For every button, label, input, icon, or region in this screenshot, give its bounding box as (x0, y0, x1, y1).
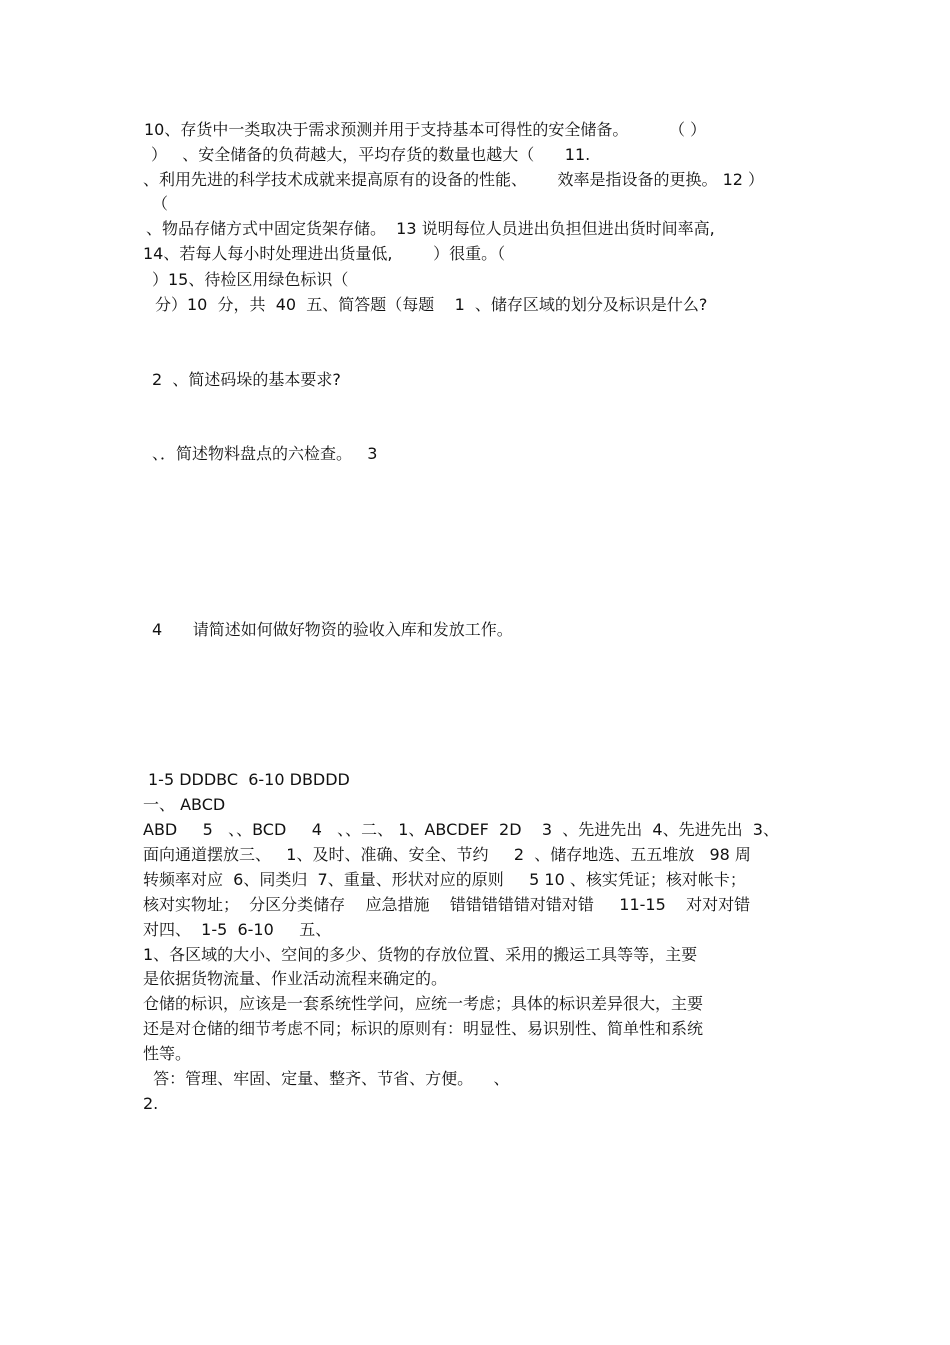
answer-line: 1、各区域的大小、空间的多少、货物的存放位置、采用的搬运工具等等，主要 (143, 945, 698, 964)
question-line: 2 、简述码垛的基本要求? (152, 370, 341, 389)
answer-line: 核对实物址； 分区分类储存 应急措施 错错错错错对错对错 11-15 对对对错 (143, 895, 751, 914)
answer-line: 是依据货物流量、作业活动流程来确定的。 (143, 969, 448, 988)
question-line: 分）10 分，共 40 五、简答题（每题 1 、储存区域的划分及标识是什么? (155, 295, 708, 314)
question-line: 10、存货中一类取决于需求预测并用于支持基本可得性的安全储备。 （ ） (144, 120, 707, 139)
question-line: 、利用先进的科学技术成就来提高原有的设备的性能、 效率是指设备的更换。 12 ） (143, 170, 765, 189)
answer-line: 还是对仓储的细节考虑不同；标识的原则有：明显性、易识别性、简单性和系统 (143, 1019, 704, 1038)
answer-line: 2. (143, 1094, 159, 1113)
question-line: 4 请简述如何做好物资的验收入库和发放工作。 (152, 620, 513, 639)
question-line: 14、若每人每小时处理进出货量低, ）很重。（ (143, 244, 506, 263)
answer-line: ABD 5 、、BCD 4 、、二、 1、ABCDEF 2D 3 、先进先出 4、先进先出 3、 (143, 820, 779, 839)
answer-line: 转频率对应 6、同类归 7、重量、形状对应的原则 5 10 、核实凭证；核对帐卡； (143, 870, 746, 889)
question-line: 、．简述物料盘点的六检查。 3 (152, 444, 378, 463)
answer-line: 一、 ABCD (143, 795, 226, 814)
answer-line: 仓储的标识，应该是一套系统性学问，应统一考虑；具体的标识差异很大，主要 (143, 994, 704, 1013)
answer-line: 对四、 1-5 6-10 五、 (143, 920, 332, 939)
question-line: （ (152, 194, 169, 213)
answer-line: 面向通道摆放三、 1、及时、准确、安全、节约 2 、储存地选、五五堆放 98 周 (143, 845, 751, 864)
question-line: 、物品存储方式中固定货架存储。 13 说明每位人员进出负担但进出货时间率高, (146, 219, 715, 238)
answer-line: 性等。 (143, 1044, 192, 1063)
answer-line: 答：管理、牢固、定量、整齐、节省、方便。 、 (143, 1069, 510, 1088)
answer-line: 1-5 DDDBC 6-10 DBDDD (148, 770, 350, 789)
question-line: ） 、安全储备的负荷越大，平均存货的数量也越大（ 11. (151, 145, 591, 164)
question-line: ）15、待检区用绿色标识（ (152, 270, 349, 289)
